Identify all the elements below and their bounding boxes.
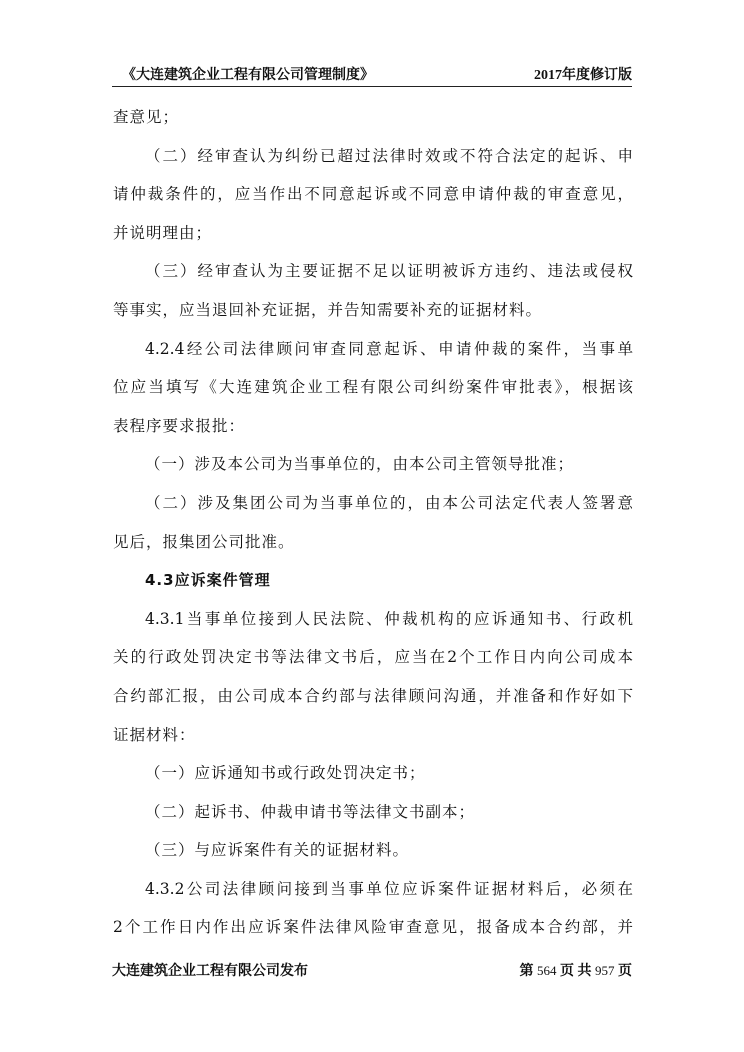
text-line: 见后，报集团公司批准。	[113, 532, 295, 551]
text-line: 4.2.4经公司法律顾问审查同意起诉、申请仲裁的案件，当事单	[145, 339, 633, 358]
text-line: （二）经审查认为纠纷已超过法律时效或不符合法定的起诉、申	[145, 146, 633, 165]
text-line: 4.3.2公司法律顾问接到当事单位应诉案件证据材料后，必须在	[145, 879, 633, 898]
page-header	[112, 62, 632, 84]
text-line: 证据材料：	[113, 725, 196, 744]
text-line: 4.3.1当事单位接到人民法院、仲裁机构的应诉通知书、行政机	[145, 609, 633, 628]
header-title: 《大连建筑企业工程有限公司管理制度》	[122, 68, 374, 83]
text-line: 关的行政处罚决定书等法律文书后，应当在2个工作日内向公司成本	[113, 648, 633, 667]
text-line: 合约部汇报，由公司成本合约部与法律顾问沟通，并准备和作好如下	[113, 686, 633, 705]
section-heading: 4.3应诉案件管理	[145, 571, 271, 590]
text-line: （一）应诉通知书或行政处罚决定书；	[145, 764, 426, 783]
page-counter	[520, 960, 633, 980]
text-line: （三）与应诉案件有关的证据材料。	[145, 841, 410, 860]
text-line: （二）涉及集团公司为当事单位的，由本公司法定代表人签署意	[145, 493, 633, 512]
text-line: （二）起诉书、仲裁申请书等法律文书副本；	[145, 802, 476, 821]
text-line: 并说明理由；	[113, 223, 213, 242]
text-line: 2个工作日内作出应诉案件法律风险审查意见，报备成本合约部，并	[113, 918, 633, 937]
document-body	[113, 98, 633, 947]
header-edition: 2017年度修订版	[534, 68, 632, 83]
total-page-number: 957	[595, 963, 615, 978]
text-line: 表程序要求报批：	[113, 416, 246, 435]
header-divider	[112, 86, 632, 87]
page-footer	[112, 960, 632, 982]
text-line: （一）涉及本公司为当事单位的，由本公司主管领导批准；	[145, 455, 575, 474]
text-line: （三）经审查认为主要证据不足以证明被诉方违约、违法或侵权	[145, 262, 633, 281]
text-line: 查意见；	[113, 108, 180, 126]
text-line: 位应当填写《大连建筑企业工程有限公司纠纷案件审批表》，根据该	[113, 378, 633, 397]
page-suffix: 页	[618, 964, 632, 979]
text-line: 请仲裁条件的，应当作出不同意起诉或不同意申请仲裁的审查意见，	[113, 185, 633, 204]
page-mid: 页 共	[560, 964, 592, 979]
current-page-number: 564	[537, 963, 557, 978]
text-line: 等事实，应当退回补充证据，并告知需要补充的证据材料。	[113, 300, 543, 319]
footer-publisher: 大连建筑企业工程有限公司发布	[112, 964, 308, 979]
page-prefix: 第	[519, 964, 534, 979]
